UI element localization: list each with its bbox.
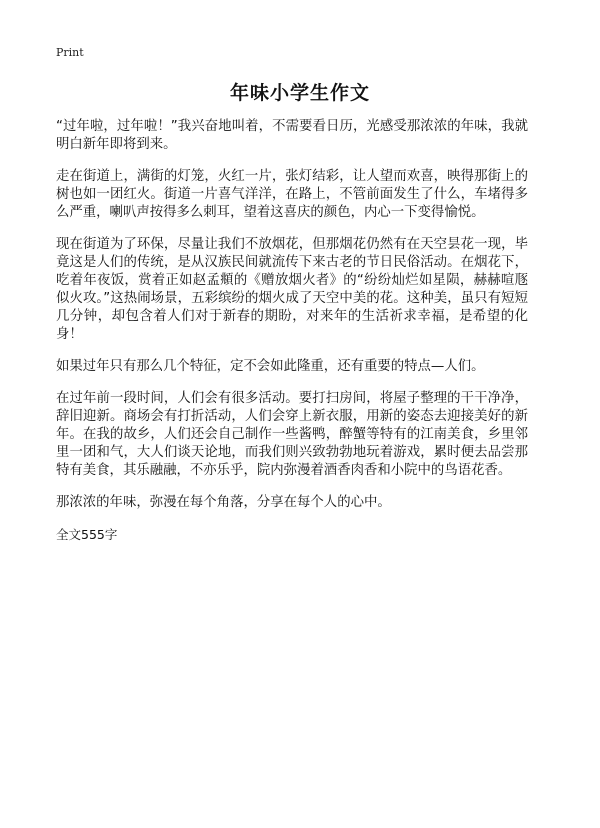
paragraph: 如果过年只有那么几个特征，定不会如此隆重，还有重要的特点—人们。 — [56, 359, 485, 374]
paragraph: 那浓浓的年味，弥漫在每个角落，分享在每个人的心中。 — [56, 495, 391, 510]
paragraph: 在过年前一段时间，人们会有很多活动。要打扫房间，将屋子整理的干干净净，辞旧迎新。商场会有打折活动，人们会穿上新衣服，用新的姿态去迎接美好的新年。在我的故乡，人们还会自己制作一些酱鸭，醉蟹等特有的江南美食，乡里邻里一团和气，大人们谈天论地，而我们则兴致勃勃地玩着游戏，累时便去品尝那特有美食，其乐融融，不亦乐乎，院内弥漫着酒香肉香和小院中的鸟语花香。 — [56, 391, 528, 478]
article-title: 年味小学生作文 — [229, 82, 370, 104]
paragraph: “过年啦，过年啦！”我兴奋地叫着，不需要看日历，光感受那浓浓的年味，我就明白新年即将到来。 — [56, 119, 528, 152]
word-count: 全文555字 — [56, 527, 118, 542]
paragraph: 走在街道上，满街的灯笼，火红一片，张灯结彩，让人望而欢喜，映得那街上的树也如一团红火。街道一片喜气洋洋，在路上，不管前面发生了什么，车堵得多么严重，喇叭声按得多么刺耳，望着这喜庆的颜色，内心一下变得愉悦。 — [56, 169, 528, 220]
print-link[interactable]: Print — [56, 46, 84, 59]
paragraph: 现在街道为了环保，尽量让我们不放烟花，但那烟花仍然有在天空昙花一现，毕竟这是人们的传统，是从汉族民间就流传下来古老的节日民俗活动。在烟花下，吃着年夜饭，赏着正如赵孟頫的《赠放烟火者》的“纷纷灿烂如星陨，赫赫喧豗似火攻。”这热闹场景，五彩缤纷的烟火成了天空中美的花。这种美，虽只有短短几分钟，却包含着人们对于新春的期盼，对来年的生活祈求幸福，是希望的化身！ — [56, 237, 528, 342]
article-body — [56, 118, 528, 544]
